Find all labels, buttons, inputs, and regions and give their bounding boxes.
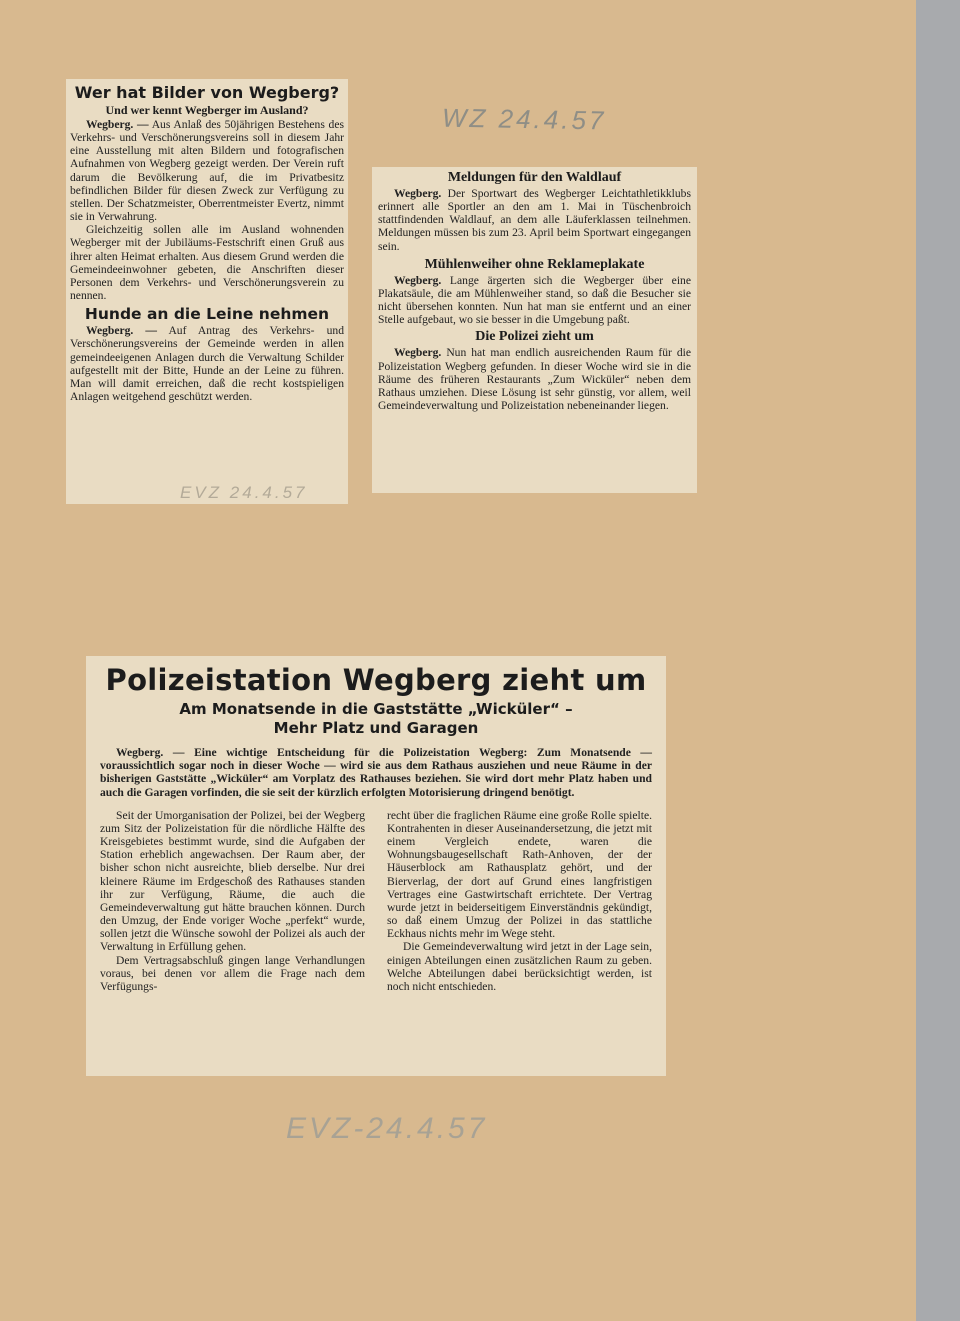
article-paragraph: Wegberg. — Auf Antrag des Verkehrs- und Verschönerungsvereins der Gemeinde werden in allen gemeindeeigenen Anlagen durch die Verwaltung Schilder aufgestellt mit der Bitte, Hunde an der Leine zu führen. Man will damit erreichen, daß die recht kostspieligen Anlagen weitgehend geschützt werden. xyxy=(70,324,344,403)
article-title: Hunde an die Leine nehmen xyxy=(84,305,330,324)
article-title: Die Polizei zieht um xyxy=(475,329,594,345)
article-title: Wer hat Bilder von Wegberg? xyxy=(74,83,340,102)
dateline: Wegberg. — xyxy=(116,746,185,759)
article-paragraph: Die Gemeindeverwaltung wird jetzt in der Lage sein, einigen Abteilungen einen zusätzlichen Raum zu geben. Welche Abteilungen dabei berücksichtigt werden, ist noch nicht entschieden. xyxy=(387,940,652,993)
dateline: Wegberg. — xyxy=(86,324,157,338)
clipping-meldungen xyxy=(372,167,697,493)
intro-paragraph: Wegberg. — Eine wichtige Entscheidung für die Polizeistation Wegberg: Zum Monatsende — voraussichtlich sogar noch in dieser Woche — wird sie aus dem Rathaus ausziehen und neue Räume in der bisherigen Gaststätte „Wicküler“ am Vorplatz des Rathauses beziehen. Sie wird dort mehr Platz haben und auch die Garagen vorfinden, die sie seit der kürzlich erfolgten Motorisierung dringend benötigt. xyxy=(100,746,653,799)
dateline: Wegberg. xyxy=(394,273,442,287)
article-paragraph: Wegberg. Lange ärgerten sich die Wegberger über eine Plakatsäule, die am Mühlenweiher stand, so daß die Besucher sie nicht übersehen konnten. Nun hat man sie entfernt und an einer Stelle aufgebaut, wo sie besser in die Umgebung paßt. xyxy=(378,273,691,327)
article-paragraph: Wegberg. Der Sportwart des Wegberger Leichtathletikklubs erinnert alle Sportler an den am 1. Mai in Tüschenbroich stattfindenden Waldlauf, an dem alle Läuferklassen teilnehmen. Meldungen müssen bis zum 23. April beim Sportwart eingegangen sein. xyxy=(378,187,691,253)
article-paragraph: Seit der Umorganisation der Polizei, bei der Wegberg zum Sitz der Polizeistation für die nördliche Hälfte des Kreisgebietes bestimmt wurde, sind die Aufgaben der Station erheblich angewachsen. Der Raum aber, der bisher schon nicht ausreichte, blieb derselbe. Nur drei kleinere Räume im Erdgeschoß des Rathauses standen ihr zur Verfügung, Räume, die auch die Gemeindeverwaltung gut hätte brauchen können. Durch den Umzug, der Ende voriger Woche „perfekt“ wurde, sollen jetzt die Wünsche sowohl der Polizei als auch der Verwaltung in Erfüllung gehen. xyxy=(100,808,365,954)
article-subtitle: Und wer kennt Wegberger im Ausland? xyxy=(105,103,309,117)
pencil-note-source-date: WZ 24.4.57 xyxy=(441,102,607,136)
article-paragraph: Wegberg. — Aus Anlaß des 50jährigen Bestehens des Verkehrs- und Verschönerungsvereins soll in diesem Jahr eine Ausstellung mit alten Bildern und fotografischen Aufnahmen von Wegberg gezeigt werden. Der Verein ruft darum die Bevölkerung auf, die im Privatbesitz befindlichen Bilder für diesen Zweck zur Verfügung zu stellen. Der Schatzmeister, Oberrentmeister Evertz, nimmt sie in Verwahrung. xyxy=(70,118,345,224)
pencil-note-source-date: EVZ-24.4.57 xyxy=(286,1112,488,1145)
clipping-bilder-wegberg xyxy=(66,79,348,504)
article-column-2 xyxy=(387,809,652,993)
article-title: Mühlenweiher ohne Reklameplakate xyxy=(424,256,645,272)
subheadline: Am Monatsende in die Gaststätte „Wicküler“ – Mehr Platz und Garagen xyxy=(179,700,573,737)
article-paragraph: recht über die fraglichen Räume eine große Rolle spielte. Kontrahenten in dieser Auseinandersetzung, die jetzt mit einem Vergleich endete, waren die Wohnungsbaugesellschaft Rath-Anhoven, der der Häuserblock am Rathausplatz gehört, und der Bierverlag, der dort auf Grund eines langfristigen Vertrages eine Gastwirtschaft errichtete. Der Vertrag wurde jetzt in beiderseitigem Einverständnis gekündigt, so daß einem Umzug der Polizei in das stattliche Eckhaus nichts mehr im Wege steht. xyxy=(387,808,652,941)
dateline: Wegberg. xyxy=(394,187,442,200)
article-paragraph: Wegberg. Nun hat man endlich ausreichenden Raum für die Polizeistation Wegberg gefunden. In dieser Woche wird sie in die Räume des früheren Restaurants „Zum Wicküler“ neben dem Rathaus umziehen. Diese Lösung ist sehr günstig, vor allem, weil Gemeindeverwaltung und Polizeistation nebeneinander liegen. xyxy=(378,346,691,413)
page-edge-background xyxy=(916,0,960,1321)
dateline: Wegberg. — xyxy=(86,118,149,131)
article-title: Meldungen für den Waldlauf xyxy=(447,170,622,185)
article-paragraph: Gleichzeitig sollen alle im Ausland wohnenden Wegberger mit der Jubiläums-Festschrift einen Gruß aus ihrer alten Heimat erhalten. Aus diesem Grund werden die Gemeindeeinwohner gebeten, die Anschriften dieser Personen dem Verkehrs- und Verschönerungsverein zu nennen. xyxy=(70,223,344,303)
pencil-note-source-date: EVZ 24.4.57 xyxy=(180,483,308,502)
headline: Polizeistation Wegberg zieht um xyxy=(105,663,647,697)
article-paragraph: Dem Vertragsabschluß gingen lange Verhandlungen voraus, bei denen vor allem die Frage nach dem Verfügungs- xyxy=(100,953,365,993)
article-column-1 xyxy=(100,809,365,993)
dateline: Wegberg. xyxy=(394,346,442,360)
clipping-polizeistation xyxy=(86,656,666,1076)
